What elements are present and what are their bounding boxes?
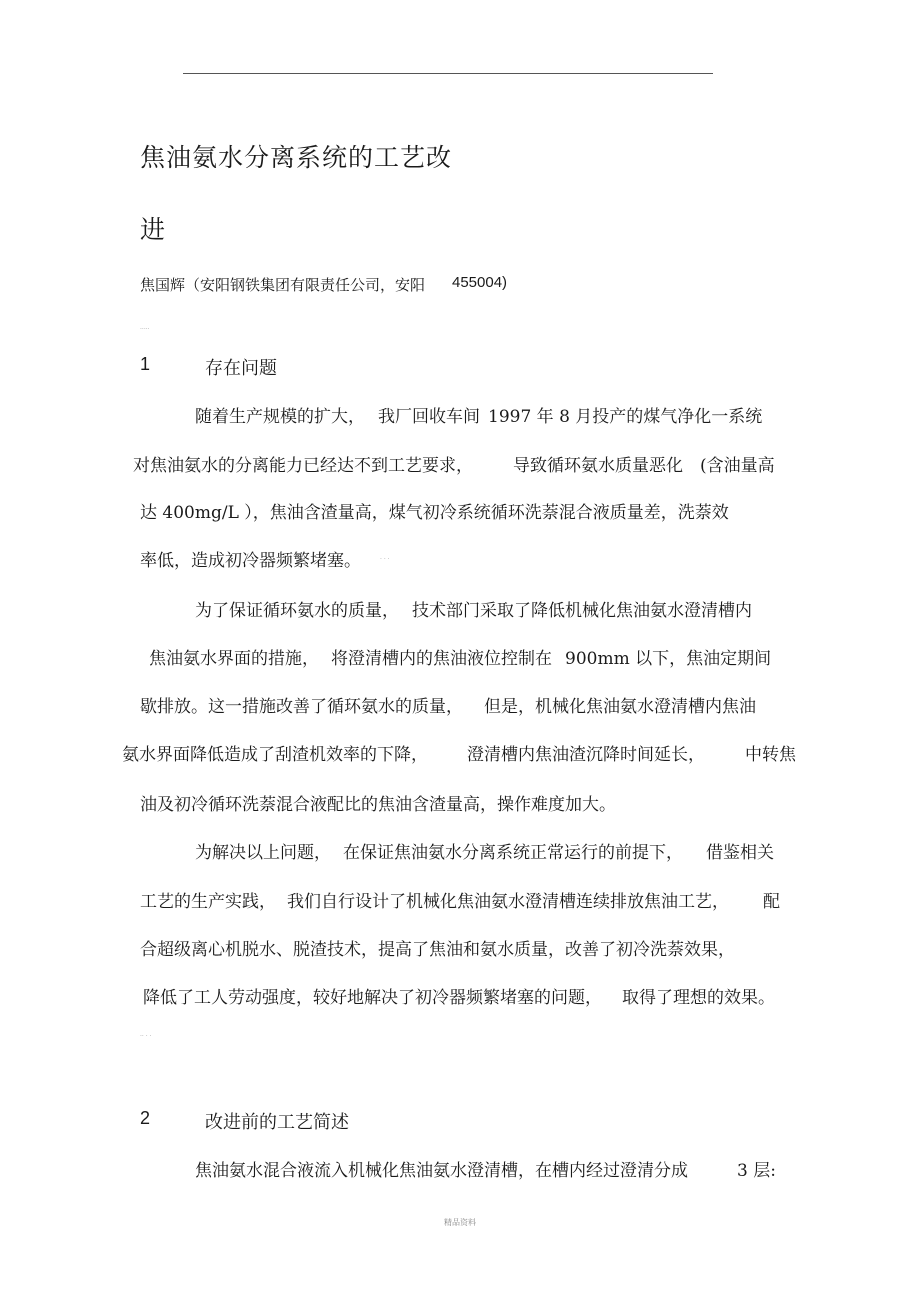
s1-p2-l4-a: 氨水界面降低造成了刮渣机效率的下降， (122, 745, 428, 765)
s1-p1-l3: 达 400mg/L ），焦油含渣量高，煤气初冷系统循环洗萘混合液质量差，洗萘效 (140, 503, 729, 523)
s1-p1-l1-b: 我厂回收车间 (378, 407, 480, 427)
s1-p2-l4-b: 澄清槽内焦油渣沉降时间延长， (467, 745, 705, 765)
s1-p3-l2-a: 工艺的生产实践， (140, 892, 276, 912)
s1-p3-l1-c: 借鉴相关 (706, 843, 774, 863)
s1-p2-l3-b: 但是，机械化焦油氨水澄清槽内焦油 (484, 697, 756, 717)
s1-p3-l1-b: 在保证焦油氨水分离系统正常运行的前提下， (343, 843, 683, 863)
s1-p3-l2-c: 配 (763, 892, 780, 912)
s1-p3-l3: 合超级离心机脱水、脱渣技术，提高了焦油和氨水质量，改善了初冷洗萘效果， (140, 940, 735, 960)
s1-p2-l3-a: 歇排放。这一措施改善了循环氨水的质量， (140, 697, 463, 717)
title-line-1: 焦油氨水分离系统的工艺改 (140, 143, 453, 172)
scan-mark: ····· (140, 326, 150, 333)
title-line-2: 进 (140, 215, 167, 244)
section-1-heading: 存在问题 (205, 358, 277, 379)
s2-p1-l1-a: 焦油氨水混合液流入机械化焦油氨水澄清槽，在槽内经过澄清分成 (195, 1161, 688, 1181)
s1-p2-l1-a: 为了保证循环氨水的质量， (195, 601, 399, 621)
section-2-heading: 改进前的工艺简述 (205, 1112, 349, 1133)
s1-p2-l4-c: 中转焦 (745, 745, 796, 765)
s1-p3-l2-b: 我们自行设计了机械化焦油氨水澄清槽连续排放焦油工艺， (287, 892, 729, 912)
postal-code: 455004) (452, 274, 508, 291)
s1-p2-l1-b: 技术部门采取了降低机械化焦油氨水澄清槽内 (412, 601, 752, 621)
s1-p1-l2-a: 对焦油氨水的分离能力已经达不到工艺要求， (133, 456, 473, 476)
s2-p1-l1-b: 3 层: (737, 1161, 776, 1181)
s1-p2-l2-a: 焦油氨水界面的措施， (149, 649, 319, 669)
footer-note: 精品资料 (444, 1218, 476, 1227)
header-rule (183, 73, 713, 74)
s1-p2-l2-b: 将澄清槽内的焦油液位控制在 (331, 649, 552, 669)
s1-p1-l4: 率低，造成初冷器频繁堵塞。 (140, 551, 361, 571)
section-2-number: 2 (140, 1108, 151, 1128)
s1-p3-l4-b: 取得了理想的效果。 (622, 988, 775, 1008)
author-affiliation: 焦国辉（安阳钢铁集团有限责任公司，安阳 (140, 276, 426, 294)
scan-mark: · · · (380, 556, 390, 563)
s1-p1-l1-a: 随着生产规模的扩大， (195, 407, 365, 427)
s1-p3-l1-a: 为解决以上问题， (195, 843, 331, 863)
scan-mark: ·· · · (140, 1033, 152, 1040)
section-1-number: 1 (140, 354, 151, 374)
s1-p1-l1-c: 1997 年 8 月投产的煤气净化一系统 (488, 407, 763, 427)
s1-p1-l2-c: (含油量高 (700, 456, 775, 476)
s1-p2-l5: 油及初冷循环洗萘混合液配比的焦油含渣量高，操作难度加大。 (140, 795, 616, 815)
s1-p2-l2-c: 900mm 以下，焦油定期间 (565, 649, 772, 669)
s1-p3-l4-a: 降低了工人劳动强度，较好地解决了初冷器频繁堵塞的问题， (143, 988, 602, 1008)
s1-p1-l2-b: 导致循环氨水质量恶化 (513, 456, 683, 476)
